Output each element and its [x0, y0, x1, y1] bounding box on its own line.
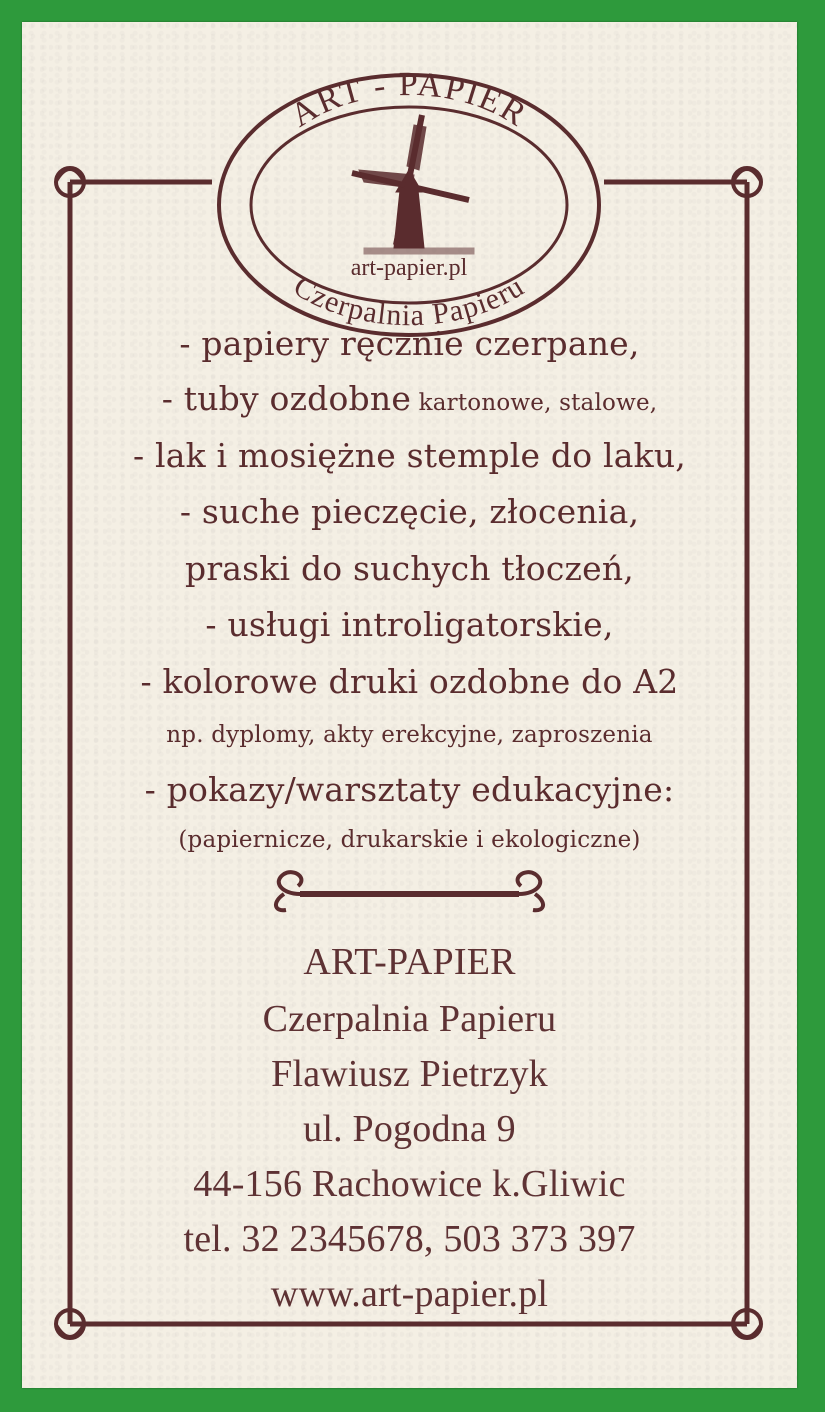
website-link: www.art-papier.pl: [270, 1273, 549, 1315]
service-line-3: - lak i mosiężne stemple do laku,: [132, 436, 686, 475]
service-line-2: - tuby ozdobne kartonowe, stalowe,: [161, 379, 658, 418]
service-line-8: np. dyplomy, akty erekcyjne, zaproszenia: [166, 722, 653, 748]
logo-emblem: [214, 70, 604, 340]
phone-numbers: tel. 32 2345678, 503 373 397: [183, 1218, 636, 1260]
service-line-1: - papiery ręcznie czerpane,: [179, 324, 640, 363]
company-subtitle: Czerpalnia Papieru: [262, 998, 557, 1040]
emblem-top-text: ART - PAPIER: [284, 70, 534, 135]
service-line-5: praski do suchych tłoczeń,: [185, 549, 634, 588]
emblem-bottom-text: Czerpalnia Papieru: [287, 269, 531, 333]
street-address: ul. Pogodna 9: [303, 1108, 516, 1150]
windmill-icon: [352, 115, 474, 254]
service-line-4: - suche pieczęcie, złocenia,: [179, 492, 640, 531]
business-card: [22, 22, 797, 1388]
service-line-6: - usługi introligatorskie,: [205, 605, 614, 644]
city-address: 44-156 Rachowice k.Gliwic: [193, 1163, 626, 1205]
company-name: ART-PAPIER: [303, 941, 516, 983]
service-line-7: - kolorowe druki ozdobne do A2: [140, 662, 679, 701]
owner-name: Flawiusz Pietrzyk: [271, 1053, 548, 1095]
service-line-10: (papiernicze, drukarskie i ekologiczne): [178, 827, 641, 853]
emblem-url: art-papier.pl: [350, 255, 468, 281]
service-line-9: - pokazy/warsztaty edukacyjne:: [144, 770, 675, 809]
divider-ornament: [276, 872, 543, 910]
